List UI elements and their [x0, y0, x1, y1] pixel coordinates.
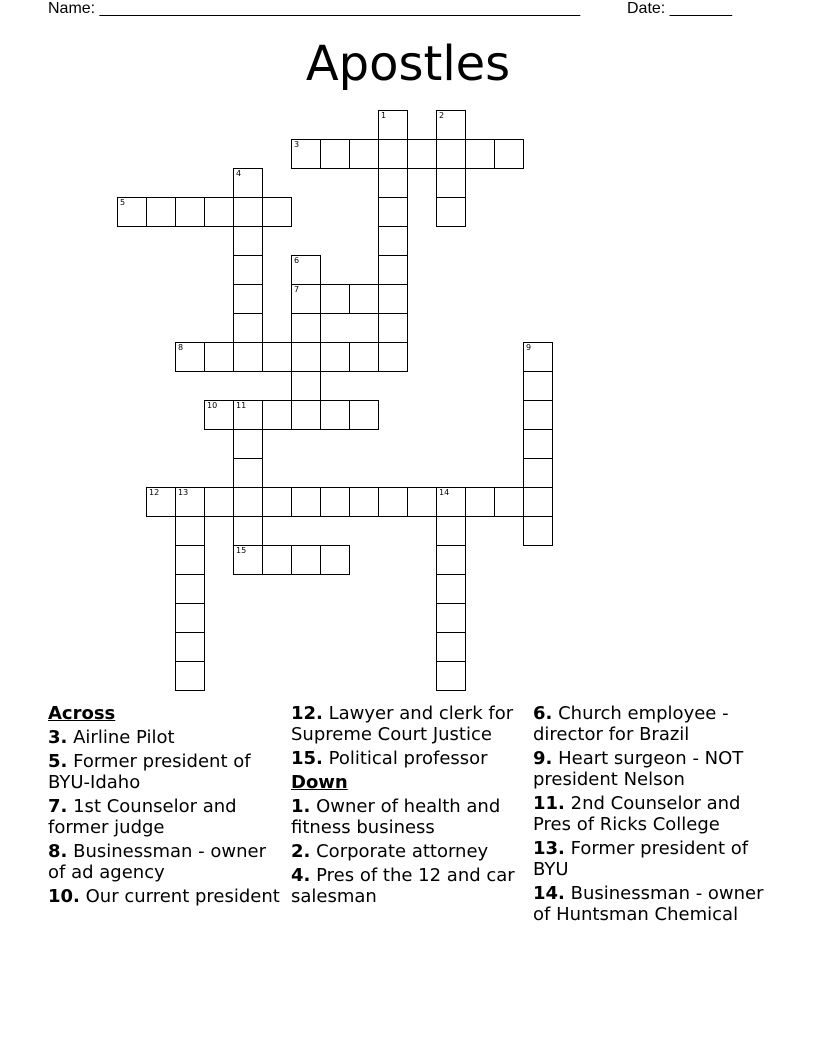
- grid-cell[interactable]: [175, 342, 205, 372]
- grid-cell[interactable]: [233, 545, 263, 575]
- grid-cell[interactable]: [320, 284, 350, 314]
- grid-cell[interactable]: [465, 487, 495, 517]
- grid-cell[interactable]: [204, 342, 234, 372]
- clue-number: 1.: [291, 796, 311, 817]
- grid-cell[interactable]: [436, 632, 466, 662]
- clue-down-2: [291, 841, 523, 862]
- grid-cell[interactable]: [291, 255, 321, 285]
- cell-number: 2: [439, 111, 445, 120]
- cell-number: 4: [236, 169, 242, 178]
- grid-cell[interactable]: [523, 487, 553, 517]
- grid-cell[interactable]: [233, 487, 263, 517]
- clue-number: 14.: [533, 883, 565, 904]
- clue-number: 7.: [48, 796, 68, 817]
- clue-column-1: [48, 703, 280, 910]
- grid-cell[interactable]: [233, 168, 263, 198]
- grid-cell[interactable]: [262, 400, 292, 430]
- grid-cell[interactable]: [349, 284, 379, 314]
- grid-cell[interactable]: [291, 139, 321, 169]
- grid-cell[interactable]: [349, 400, 379, 430]
- clue-across-12: [291, 703, 523, 745]
- grid-cell[interactable]: [378, 139, 408, 169]
- grid-cell[interactable]: [378, 487, 408, 517]
- clue-number: 4.: [291, 865, 311, 886]
- cell-number: 1: [381, 111, 387, 120]
- clue-down-1: [291, 796, 523, 838]
- grid-cell[interactable]: [494, 139, 524, 169]
- date-field[interactable]: Date: _______: [627, 0, 732, 17]
- grid-cell[interactable]: [233, 429, 263, 459]
- grid-cell[interactable]: [436, 545, 466, 575]
- clue-number: 2.: [291, 841, 311, 862]
- clue-across-5: [48, 751, 280, 793]
- cell-number: 9: [526, 343, 532, 352]
- grid-cell[interactable]: [291, 487, 321, 517]
- grid-cell[interactable]: [233, 458, 263, 488]
- clue-down-9: [533, 748, 773, 790]
- clue-text: 2nd Counselor and Pres of Ricks College: [533, 793, 741, 835]
- grid-cell[interactable]: [378, 110, 408, 140]
- clue-text: Our current president: [85, 886, 280, 907]
- clue-text: Owner of health and fitness business: [291, 796, 501, 838]
- grid-cell[interactable]: [204, 400, 234, 430]
- clue-text: 1st Counselor and former judge: [48, 796, 237, 838]
- cell-number: 14: [439, 488, 450, 497]
- grid-cell[interactable]: [291, 400, 321, 430]
- clue-across-3: [48, 727, 280, 748]
- grid-cell[interactable]: [407, 487, 437, 517]
- grid-cell[interactable]: [262, 487, 292, 517]
- grid-cell[interactable]: [378, 255, 408, 285]
- cell-number: 12: [149, 488, 160, 497]
- grid-cell[interactable]: [175, 603, 205, 633]
- grid-cell[interactable]: [291, 284, 321, 314]
- grid-cell[interactable]: [349, 139, 379, 169]
- grid-cell[interactable]: [320, 139, 350, 169]
- grid-cell[interactable]: [378, 284, 408, 314]
- grid-cell[interactable]: [436, 574, 466, 604]
- clue-text: Political professor: [328, 748, 488, 769]
- grid-cell[interactable]: [262, 342, 292, 372]
- grid-cell[interactable]: [291, 342, 321, 372]
- clue-column-3: [533, 703, 773, 928]
- grid-cell[interactable]: [233, 197, 263, 227]
- grid-cell[interactable]: [436, 139, 466, 169]
- clue-number: 13.: [533, 838, 565, 859]
- clue-down-6: [533, 703, 773, 745]
- clue-text: Church employee - director for Brazil: [533, 703, 729, 745]
- grid-cell[interactable]: [378, 342, 408, 372]
- clue-text: Lawyer and clerk for Supreme Court Justice: [291, 703, 514, 745]
- name-field[interactable]: Name: ______________________________________________________: [48, 0, 581, 17]
- clue-text: Former president of BYU-Idaho: [48, 751, 251, 793]
- grid-cell[interactable]: [494, 487, 524, 517]
- clue-across-7: [48, 796, 280, 838]
- down-heading: Down: [291, 772, 348, 793]
- grid-cell[interactable]: [465, 139, 495, 169]
- grid-cell[interactable]: [204, 487, 234, 517]
- grid-cell[interactable]: [320, 545, 350, 575]
- cell-number: 3: [294, 140, 300, 149]
- grid-cell[interactable]: [233, 516, 263, 546]
- clue-across-15: [291, 748, 523, 769]
- grid-cell[interactable]: [233, 255, 263, 285]
- clue-number: 6.: [533, 703, 553, 724]
- clue-number: 5.: [48, 751, 68, 772]
- grid-cell[interactable]: [523, 458, 553, 488]
- grid-cell[interactable]: [175, 545, 205, 575]
- clue-text: Airline Pilot: [73, 727, 175, 748]
- cell-number: 15: [236, 546, 247, 555]
- grid-cell[interactable]: [436, 487, 466, 517]
- grid-cell[interactable]: [291, 545, 321, 575]
- clue-text: Corporate attorney: [316, 841, 489, 862]
- grid-cell[interactable]: [175, 516, 205, 546]
- grid-cell[interactable]: [175, 632, 205, 662]
- grid-cell[interactable]: [175, 574, 205, 604]
- grid-cell[interactable]: [262, 545, 292, 575]
- grid-cell[interactable]: [175, 487, 205, 517]
- cell-number: 11: [236, 401, 247, 410]
- clue-number: 11.: [533, 793, 565, 814]
- grid-cell[interactable]: [175, 197, 205, 227]
- cell-number: 8: [178, 343, 184, 352]
- grid-cell[interactable]: [378, 226, 408, 256]
- grid-cell[interactable]: [146, 197, 176, 227]
- grid-cell[interactable]: [523, 429, 553, 459]
- clue-down-13: [533, 838, 773, 880]
- grid-cell[interactable]: [262, 197, 292, 227]
- grid-cell[interactable]: [233, 313, 263, 343]
- clue-text: Heart surgeon - NOT president Nelson: [533, 748, 744, 790]
- grid-cell[interactable]: [146, 487, 176, 517]
- grid-cell[interactable]: [233, 226, 263, 256]
- grid-cell[interactable]: [378, 313, 408, 343]
- clue-text: Businessman - owner of Huntsman Chemical: [533, 883, 764, 925]
- clue-number: 12.: [291, 703, 323, 724]
- grid-cell[interactable]: [523, 371, 553, 401]
- clue-text: Pres of the 12 and car salesman: [291, 865, 515, 907]
- cell-number: 5: [120, 198, 126, 207]
- grid-cell[interactable]: [349, 487, 379, 517]
- grid-cell[interactable]: [175, 661, 205, 691]
- clue-number: 9.: [533, 748, 553, 769]
- clue-number: 15.: [291, 748, 323, 769]
- clue-text: Businessman - owner of ad agency: [48, 841, 267, 883]
- grid-cell[interactable]: [291, 371, 321, 401]
- grid-cell[interactable]: [523, 400, 553, 430]
- grid-cell[interactable]: [378, 197, 408, 227]
- clue-number: 10.: [48, 886, 80, 907]
- clue-down-11: [533, 793, 773, 835]
- grid-cell[interactable]: [320, 400, 350, 430]
- clue-across-8: [48, 841, 280, 883]
- puzzle-title: Apostles: [305, 36, 511, 92]
- across-heading: Across: [48, 703, 116, 724]
- grid-cell[interactable]: [233, 284, 263, 314]
- cell-number: 6: [294, 256, 300, 265]
- grid-cell[interactable]: [349, 342, 379, 372]
- clue-down-14: [533, 883, 773, 925]
- grid-cell[interactable]: [291, 313, 321, 343]
- clue-text: Former president of BYU: [533, 838, 749, 880]
- grid-cell[interactable]: [378, 168, 408, 198]
- grid-cell[interactable]: [233, 342, 263, 372]
- grid-cell[interactable]: [523, 516, 553, 546]
- cell-number: 7: [294, 285, 300, 294]
- grid-cell[interactable]: [320, 487, 350, 517]
- clue-number: 3.: [48, 727, 68, 748]
- grid-cell[interactable]: [523, 342, 553, 372]
- grid-cell[interactable]: [117, 197, 147, 227]
- grid-cell[interactable]: [436, 661, 466, 691]
- clue-column-2: [291, 703, 523, 910]
- grid-cell[interactable]: [407, 139, 437, 169]
- grid-cell[interactable]: [204, 197, 234, 227]
- grid-cell[interactable]: [320, 342, 350, 372]
- cell-number: 13: [178, 488, 189, 497]
- grid-cell[interactable]: [436, 197, 466, 227]
- grid-cell[interactable]: [233, 400, 263, 430]
- clue-across-10: [48, 886, 280, 907]
- clue-down-4: [291, 865, 523, 907]
- grid-cell[interactable]: [436, 603, 466, 633]
- clue-number: 8.: [48, 841, 68, 862]
- grid-cell[interactable]: [436, 516, 466, 546]
- grid-cell[interactable]: [436, 110, 466, 140]
- cell-number: 10: [207, 401, 218, 410]
- grid-cell[interactable]: [436, 168, 466, 198]
